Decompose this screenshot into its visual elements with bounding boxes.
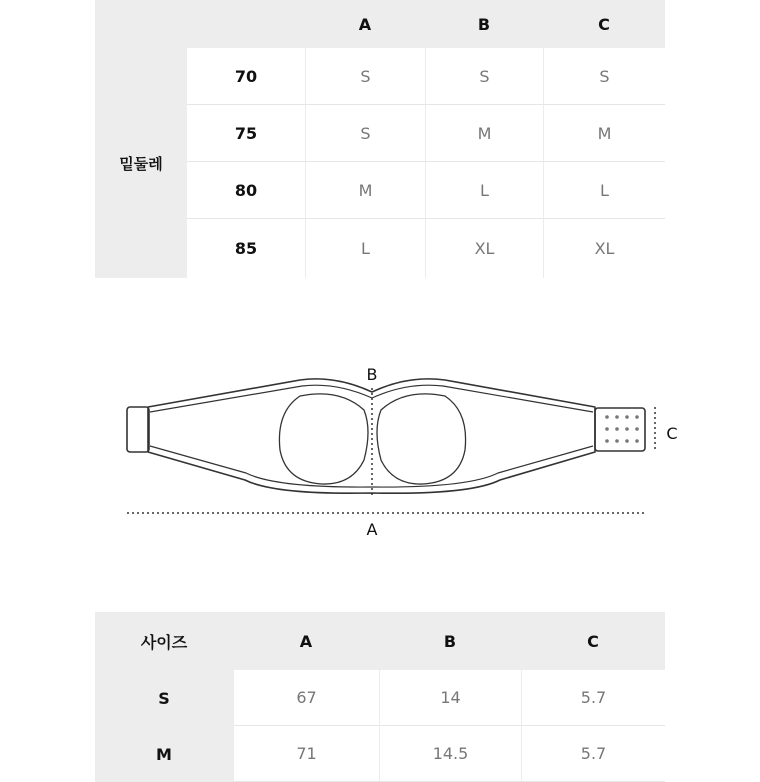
garment-outline xyxy=(148,379,595,493)
measure-cell: 5.7 xyxy=(521,726,665,782)
size-cell: L xyxy=(305,219,425,278)
band-column-header-blank xyxy=(187,0,305,48)
size-cell: S xyxy=(425,48,543,105)
row-header-underbust: 밑둘레 xyxy=(95,48,187,278)
band-value: 85 xyxy=(187,219,305,278)
size-cell: M xyxy=(305,162,425,219)
column-header-b: B xyxy=(477,14,491,34)
size-cell: S xyxy=(305,48,425,105)
measure-cell: 14 xyxy=(379,670,521,726)
band-size-chart xyxy=(95,0,665,278)
label-b: B xyxy=(366,365,378,384)
size-cell: S xyxy=(543,48,665,105)
size-cell: S xyxy=(305,105,425,162)
label-c: C xyxy=(666,424,678,443)
size-cell: L xyxy=(425,162,543,219)
right-cup xyxy=(377,394,466,484)
size-header: 사이즈 xyxy=(95,612,233,670)
band-value: 70 xyxy=(187,48,305,105)
measure-cell: 67 xyxy=(233,670,379,726)
size-cell: M xyxy=(425,105,543,162)
measure-cell: 14.5 xyxy=(379,726,521,782)
size-cell: L xyxy=(543,162,665,219)
garment-diagram xyxy=(0,300,760,560)
size-label: M xyxy=(95,726,233,782)
size-cell: XL xyxy=(425,219,543,278)
column-header-c: C xyxy=(598,14,610,34)
measure-column-a: A xyxy=(299,631,313,651)
band-value: 75 xyxy=(187,105,305,162)
size-label: S xyxy=(95,670,233,726)
corner-blank xyxy=(95,0,187,48)
label-a: A xyxy=(366,520,378,539)
hook-dots xyxy=(605,415,639,443)
measure-column-c: C xyxy=(587,631,599,651)
band-value: 80 xyxy=(187,162,305,219)
size-cell: XL xyxy=(543,219,665,278)
left-cup xyxy=(279,394,368,484)
measure-column-b: B xyxy=(443,631,457,651)
measure-cell: 5.7 xyxy=(521,670,665,726)
left-end-tab xyxy=(127,407,149,452)
measurement-table xyxy=(95,612,665,764)
measure-cell: 71 xyxy=(233,726,379,782)
column-header-a: A xyxy=(358,14,372,34)
size-cell: M xyxy=(543,105,665,162)
